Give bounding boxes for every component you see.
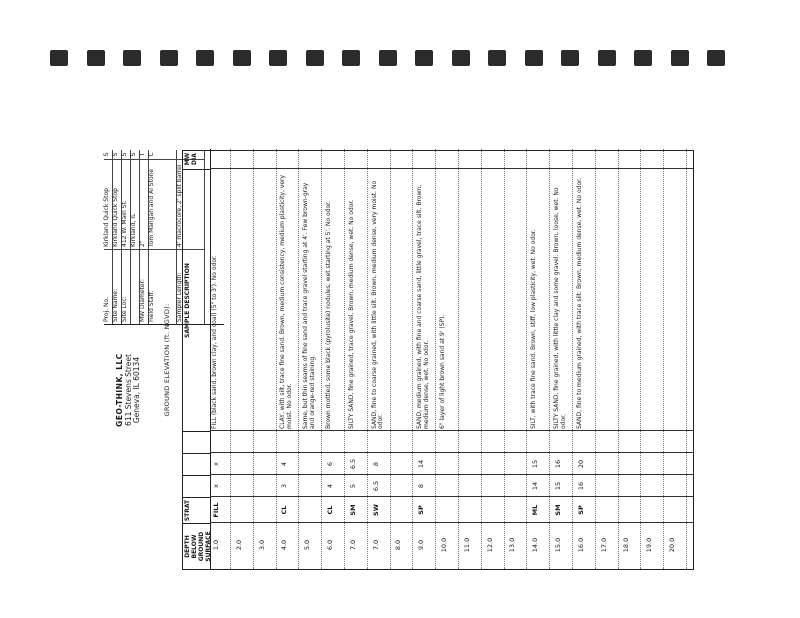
cell-b: 20 [576,459,585,469]
table-row [553,149,573,569]
cell-text [394,171,412,429]
cell-depth: 2.0 [234,539,243,551]
meta-side: S [104,150,112,160]
cell-depth: 7.0 [371,539,380,551]
cell-b: 16 [554,459,562,469]
meta-value: Tom Mangan and Al Stone [149,160,176,250]
cell-a: 6.5 [371,480,380,492]
meta-side: S [122,150,130,160]
cell-depth: 9.0 [417,539,426,551]
company-block [116,330,142,450]
cell-text: Brown mottled, some black (pyrolusite) nodules, wet starting at 5'. No odor. [325,201,332,429]
company-street: 611 Stevens Street [123,354,133,426]
binder-hole [196,50,214,66]
binder-hole [160,50,178,66]
meta-side: T [140,150,148,160]
cell-text: Same, but thin seams of fine sand and trace gravel starting at 4'. Few brown-gray and orange-red staining. [302,182,316,429]
table-row [462,149,482,569]
binder-hole [50,50,68,66]
cell-text [258,171,276,429]
cell-depth: 15.0 [554,537,562,553]
meta-label: Proj. No. [103,297,110,322]
binder-hole [342,50,360,66]
column-description: SAMPLE DESCRIPTION [183,169,211,431]
cell-text: CLAY, with silt, trace fine sand. Brown, medium consistency, medium plasticity, very moist. No odor. [279,174,293,429]
cell-text [235,171,253,429]
meta-value: Kirkland Quick Stop [104,160,112,250]
table-row [416,149,436,569]
cell-depth: 4.0 [280,539,289,551]
cell-text [645,171,663,429]
cell-strat: CL [326,505,334,515]
cell-b: 8 [371,461,380,467]
binder-hole [233,50,251,66]
cell-text: FILL (black sand, brown clay, and coal) (5" to 3'). No odor. [211,255,218,429]
cell-text: SILT, with trace fine sand. Brown, stiff, low plasticity, wet. No odor. [530,229,538,429]
cell-b: 6 [326,461,334,467]
cell-depth: 11.0 [462,537,471,553]
cell-depth: 3.0 [257,539,266,551]
cell-a: x [212,484,220,488]
table-row [302,149,322,569]
binder-hole [269,50,287,66]
binder-hole [671,50,689,66]
cell-text: SAND, fine to medium grained, with trace silt. Brown, medium dense, wet. No odor. [575,178,583,429]
cell-a: 4 [326,483,334,489]
column-n2 [183,453,211,475]
table-row [234,149,254,569]
table-row [507,149,527,569]
table-row [325,149,345,569]
table-row [599,149,619,569]
cell-depth: 17.0 [599,537,608,553]
binder-hole [598,50,616,66]
cell-text [463,171,481,429]
binder-hole [415,50,433,66]
meta-side: S [113,150,121,160]
cell-depth: 20.0 [668,537,676,553]
cell-strat: SM [348,504,357,516]
binder-hole [306,50,324,66]
cell-depth: 13.0 [508,537,517,553]
cell-depth: 18.0 [622,537,631,553]
binder-hole [707,50,725,66]
meta-label: Sampler Length: [176,272,183,322]
meta-side: S [131,150,139,160]
cell-depth: 1.0 [212,539,220,551]
boring-log-sheet [102,150,694,570]
table-row [621,149,641,569]
table-row [211,149,231,569]
table-row [279,149,299,569]
table-row [530,149,550,569]
cell-text: SILTY SAND, fine grained, with little clay and some gravel. Brown, loose, wet. No odor. [553,187,567,429]
table-row [667,149,687,569]
cell-strat: SW [371,504,380,516]
binder-hole [561,50,579,66]
cell-a: 15 [554,481,562,491]
cell-depth: 10.0 [440,537,448,553]
cell-text [508,171,526,429]
column-strat: STRAT [183,497,211,523]
cell-strat: ML [531,504,540,516]
binder-hole [123,50,141,66]
meta-side: C [149,150,176,160]
cell-b: 4 [280,461,289,467]
table-row [576,149,596,569]
cell-strat: CL [280,505,289,515]
binder-hole [452,50,470,66]
cell-depth: 6.0 [326,539,334,551]
meta-value: Kirkland Quick Stop [113,160,121,250]
cell-a: 8 [417,483,426,489]
cell-strat: SP [417,505,426,515]
column-n1 [183,475,211,497]
cell-a: 5 [348,483,357,489]
meta-label: Site Name: [112,288,119,322]
cell-b: 6.5 [348,458,357,470]
ground-elevation: GROUND ELEVATION (ft. NGVD): [163,303,171,417]
table-row [348,149,368,569]
cell-text: SAND, medium grained, with fine and coarse sand, little gravel, trace silt. Brown, medium dense, wet. No odor. [416,184,430,429]
cell-depth: 8.0 [394,539,403,551]
cell-depth: 14.0 [531,537,540,553]
cell-b: 14 [417,459,426,469]
meta-value: 412 W. Main St. [122,160,130,250]
log-header [102,150,182,570]
meta-label: MW Diameter: [139,279,146,322]
binder-hole [634,50,652,66]
cell-strat: FILL [212,502,220,518]
meta-label [131,250,139,324]
table-row [257,149,277,569]
table-row [393,149,413,569]
cell-b: 15 [531,459,540,469]
meta-value: Kirkland, IL [131,160,139,250]
log-table [182,150,694,570]
binder-hole [525,50,543,66]
cell-a: 16 [576,481,585,491]
cell-text [486,171,504,429]
cell-b: x [212,462,220,466]
cell-text [668,171,686,429]
cell-text: 6" layer of light brown sand at 9' (SP). [439,314,446,429]
cell-strat: SP [576,505,585,515]
company-city: Geneva, IL 60134 [132,356,142,424]
cell-text [622,171,640,429]
cell-a: 14 [531,481,540,491]
binder-hole [87,50,105,66]
table-row [644,149,664,569]
company-name: GEO-THINK, LLC [115,353,124,427]
binder-hole [488,50,506,66]
cell-depth: 7.0 [348,539,357,551]
cell-strat: SM [554,504,562,516]
table-row [439,149,459,569]
cell-depth: 12.0 [485,537,494,553]
table-row [371,149,391,569]
cell-depth: 16.0 [576,537,585,553]
meta-value: 4' macrocore, 2' split barrel [177,160,204,250]
column-n3 [183,431,211,453]
meta-row [149,150,177,324]
meta-value: 2" [140,160,148,250]
cell-text: SILTY SAND, fine grained, trace gravel. Brown, medium dense, wet. No odor. [347,199,355,429]
table-row [485,149,505,569]
cell-text [600,171,618,429]
cell-a: 3 [280,483,289,489]
binder-holes [50,50,730,68]
cell-depth: 19.0 [645,537,654,553]
cell-depth: 5.0 [303,539,312,551]
binder-hole [379,50,397,66]
meta-label: Field Staff: [148,290,155,322]
meta-label: Site Loc: [121,296,128,322]
column-mw-dia: MW DIA [183,149,211,169]
column-depth: DEPTH BELOW GROUND SURFACE [183,523,211,569]
cell-text: SAND, fine to coarse grained, with little silt. Brown, medium dense, very moist. No odor. [370,180,385,429]
